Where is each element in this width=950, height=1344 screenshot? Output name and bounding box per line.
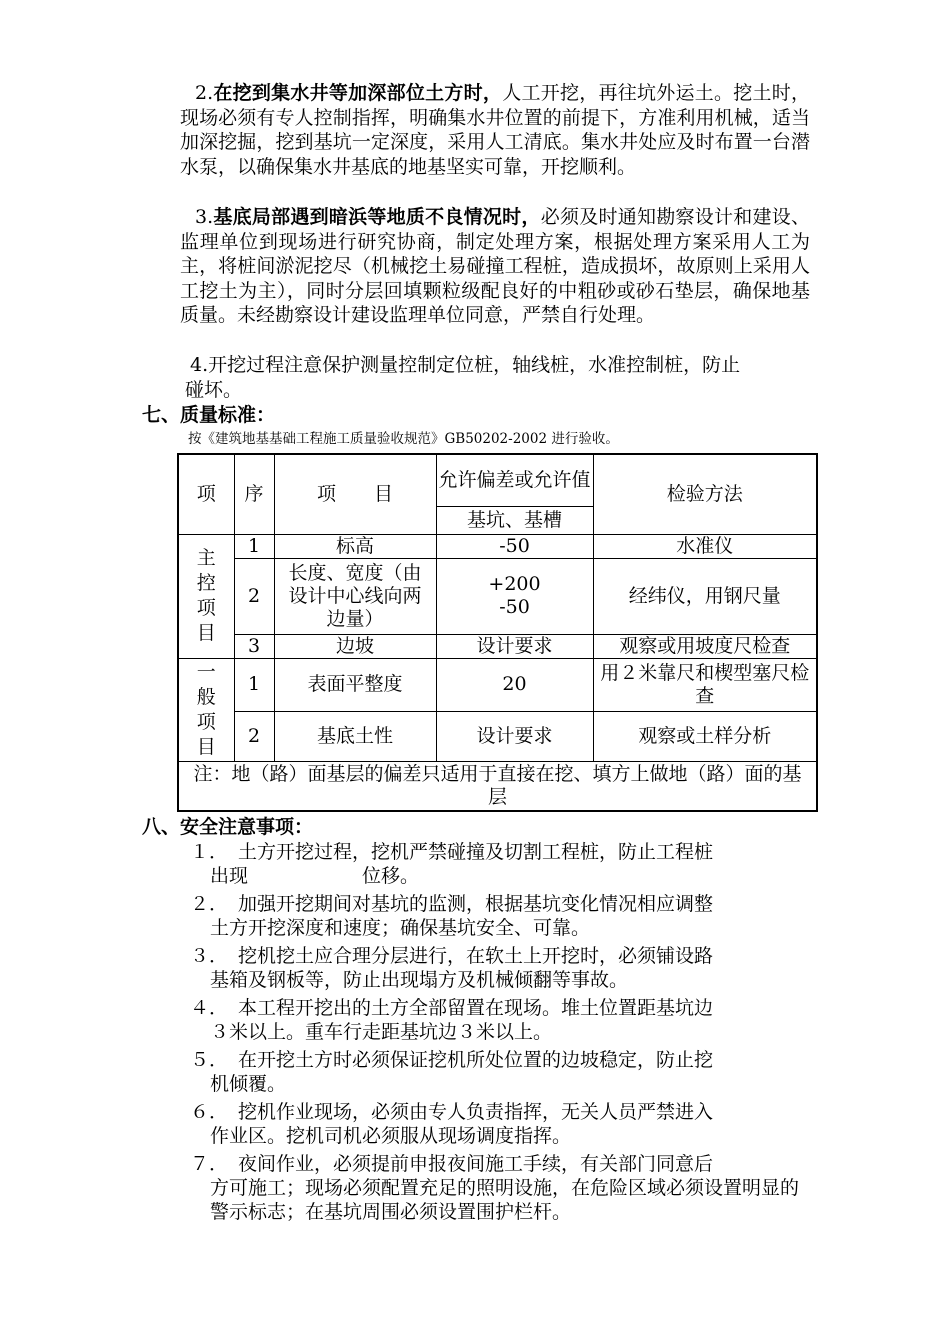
list-item-number: ５． [190, 1049, 229, 1071]
list-item-text: 夜间作业，必须提前申报夜间施工手续，有关部门同意后 [238, 1153, 714, 1175]
list-item [188, 996, 808, 1044]
list-item [188, 944, 808, 992]
row-value: -50 [436, 534, 593, 558]
item-4-line2: 碰坏。 [185, 378, 243, 401]
row-no: 1 [234, 658, 274, 711]
item-3-text: 必须及时通知勘察设计和建设、监理单位到现场进行研究协商，制定处理方案，根据处理方案采用人工为主，将桩间淤泥挖尽（机械挖土易碰撞工程桩，造成损坏，故原则上采用人工挖土为主），同时分层回填颗粒级配良好的中粗砂或砂石垫层，确保地基质量。未经勘察设计建设监理单位同意，严禁自行处理。 [180, 206, 810, 326]
list-item-text: 挖机作业现场，必须由专人负责指挥，无关人员严禁进入 [238, 1101, 714, 1123]
list-item-text: 挖机挖土应合理分层进行，在软土上开挖时，必须铺设路 [238, 945, 714, 967]
row-value: 设计要求 [436, 634, 593, 658]
row-method: 观察或土样分析 [593, 711, 817, 761]
row-item: 标高 [274, 534, 436, 558]
row-item: 表面平整度 [274, 658, 436, 711]
list-item-text: 本工程开挖出的土方全部留置在现场。堆土位置距基坑边 [238, 997, 714, 1019]
group-main-control [178, 534, 234, 658]
header-allowance: 允许偏差或允许值 [436, 454, 593, 506]
quality-standard-table [177, 453, 818, 812]
list-item-number: １． [190, 841, 229, 863]
item-2-text: 人工开挖，再往坑外运土。挖土时，现场必须有专人控制指挥，明确集水井位置的前提下，方准利用机械，适当加深挖掘，挖到基坑一定深度，采用人工清底。集水井处应及时布置一台潜水泵，以确保集水井基底的地基坚实可靠，开挖顺利。 [180, 82, 810, 178]
header-method: 检验方法 [593, 454, 817, 534]
row-value: 设计要求 [436, 711, 593, 761]
list-item [188, 1048, 808, 1096]
list-item-text: 在开挖土方时必须保证挖机所处位置的边坡稳定，防止挖 [238, 1049, 714, 1071]
list-item-continuation: 基箱及钢板等，防止出现塌方及机械倾翻等事故。 [210, 969, 629, 991]
list-item-continuation: 出现 位移。 [210, 865, 420, 887]
list-item-number: ６． [190, 1101, 229, 1123]
list-item-continuation: ３米以上。重车行走距基坑边３米以上。 [210, 1021, 553, 1043]
group-main-label: 主控项目 [196, 547, 216, 644]
row-value-plus: +200 [488, 573, 541, 595]
section-7-heading: 七、质量标准： [142, 404, 276, 426]
row-no: 3 [234, 634, 274, 658]
item-4-line1: 4.开挖过程注意保护测量控制定位桩，轴线桩，水准控制桩，防止 [190, 354, 741, 376]
row-method: 用２米靠尺和楔型塞尺检查 [593, 658, 817, 711]
row-method: 经纬仪，用钢尺量 [593, 558, 817, 634]
header-xu: 序 [234, 454, 274, 534]
row-item: 边坡 [274, 634, 436, 658]
row-item: 基底土性 [274, 711, 436, 761]
list-item [188, 840, 808, 888]
list-item-number: ７． [190, 1153, 229, 1175]
item-2-bold: 在挖到集水井等加深部位土方时， [213, 82, 503, 104]
row-no: 1 [234, 534, 274, 558]
list-item-continuation: 作业区。挖机司机必须服从现场调度指挥。 [210, 1125, 572, 1147]
header-item: 项 目 [274, 454, 436, 534]
safety-list [188, 840, 808, 1228]
group-general [178, 658, 234, 761]
row-value: 20 [436, 658, 593, 711]
list-item [188, 892, 808, 940]
row-method: 水准仪 [593, 534, 817, 558]
header-subheader: 基坑、基槽 [436, 506, 593, 534]
item-3-bold: 基底局部遇到暗浜等地质不良情况时， [213, 206, 541, 228]
acceptance-note: 按《建筑地基基础工程施工质量验收规范》GB50202-2002 进行验收。 [188, 431, 619, 447]
section-8-heading: 八、安全注意事项： [142, 816, 314, 838]
header-xiang: 项 [178, 454, 234, 534]
item-2-lead: 2. [195, 82, 214, 104]
item-2-paragraph [180, 81, 810, 179]
list-item-continuation: 机倾覆。 [210, 1073, 287, 1095]
item-4-paragraph [185, 353, 815, 402]
list-item-text: 加强开挖期间对基坑的监测，根据基坑变化情况相应调整 [238, 893, 714, 915]
group-general-label: 一般项目 [196, 660, 216, 758]
row-value-minus: -50 [499, 596, 530, 618]
list-item-continuation: 土方开挖深度和速度；确保基坑安全、可靠。 [210, 917, 591, 939]
list-item-number: ２． [190, 893, 229, 915]
row-value [436, 558, 593, 634]
list-item-number: ４． [190, 997, 229, 1019]
list-item-continuation: 方可施工；现场必须配置充足的照明设施，在危险区域必须设置明显的警示标志；在基坑周围必须设置围护栏杆。 [210, 1177, 800, 1223]
item-3-paragraph [180, 205, 810, 328]
row-no: 2 [234, 558, 274, 634]
row-no: 2 [234, 711, 274, 761]
row-item: 长度、宽度（由设计中心线向两边量） [274, 558, 436, 634]
table-note: 注：地（路）面基层的偏差只适用于直接在挖、填方上做地（路）面的基层 [178, 761, 817, 811]
list-item-number: ３． [190, 945, 229, 967]
list-item-text: 土方开挖过程，挖机严禁碰撞及切割工程桩，防止工程桩 [238, 841, 714, 863]
list-item [188, 1152, 808, 1224]
list-item [188, 1100, 808, 1148]
row-method: 观察或用坡度尺检查 [593, 634, 817, 658]
item-3-lead: 3. [195, 206, 214, 228]
